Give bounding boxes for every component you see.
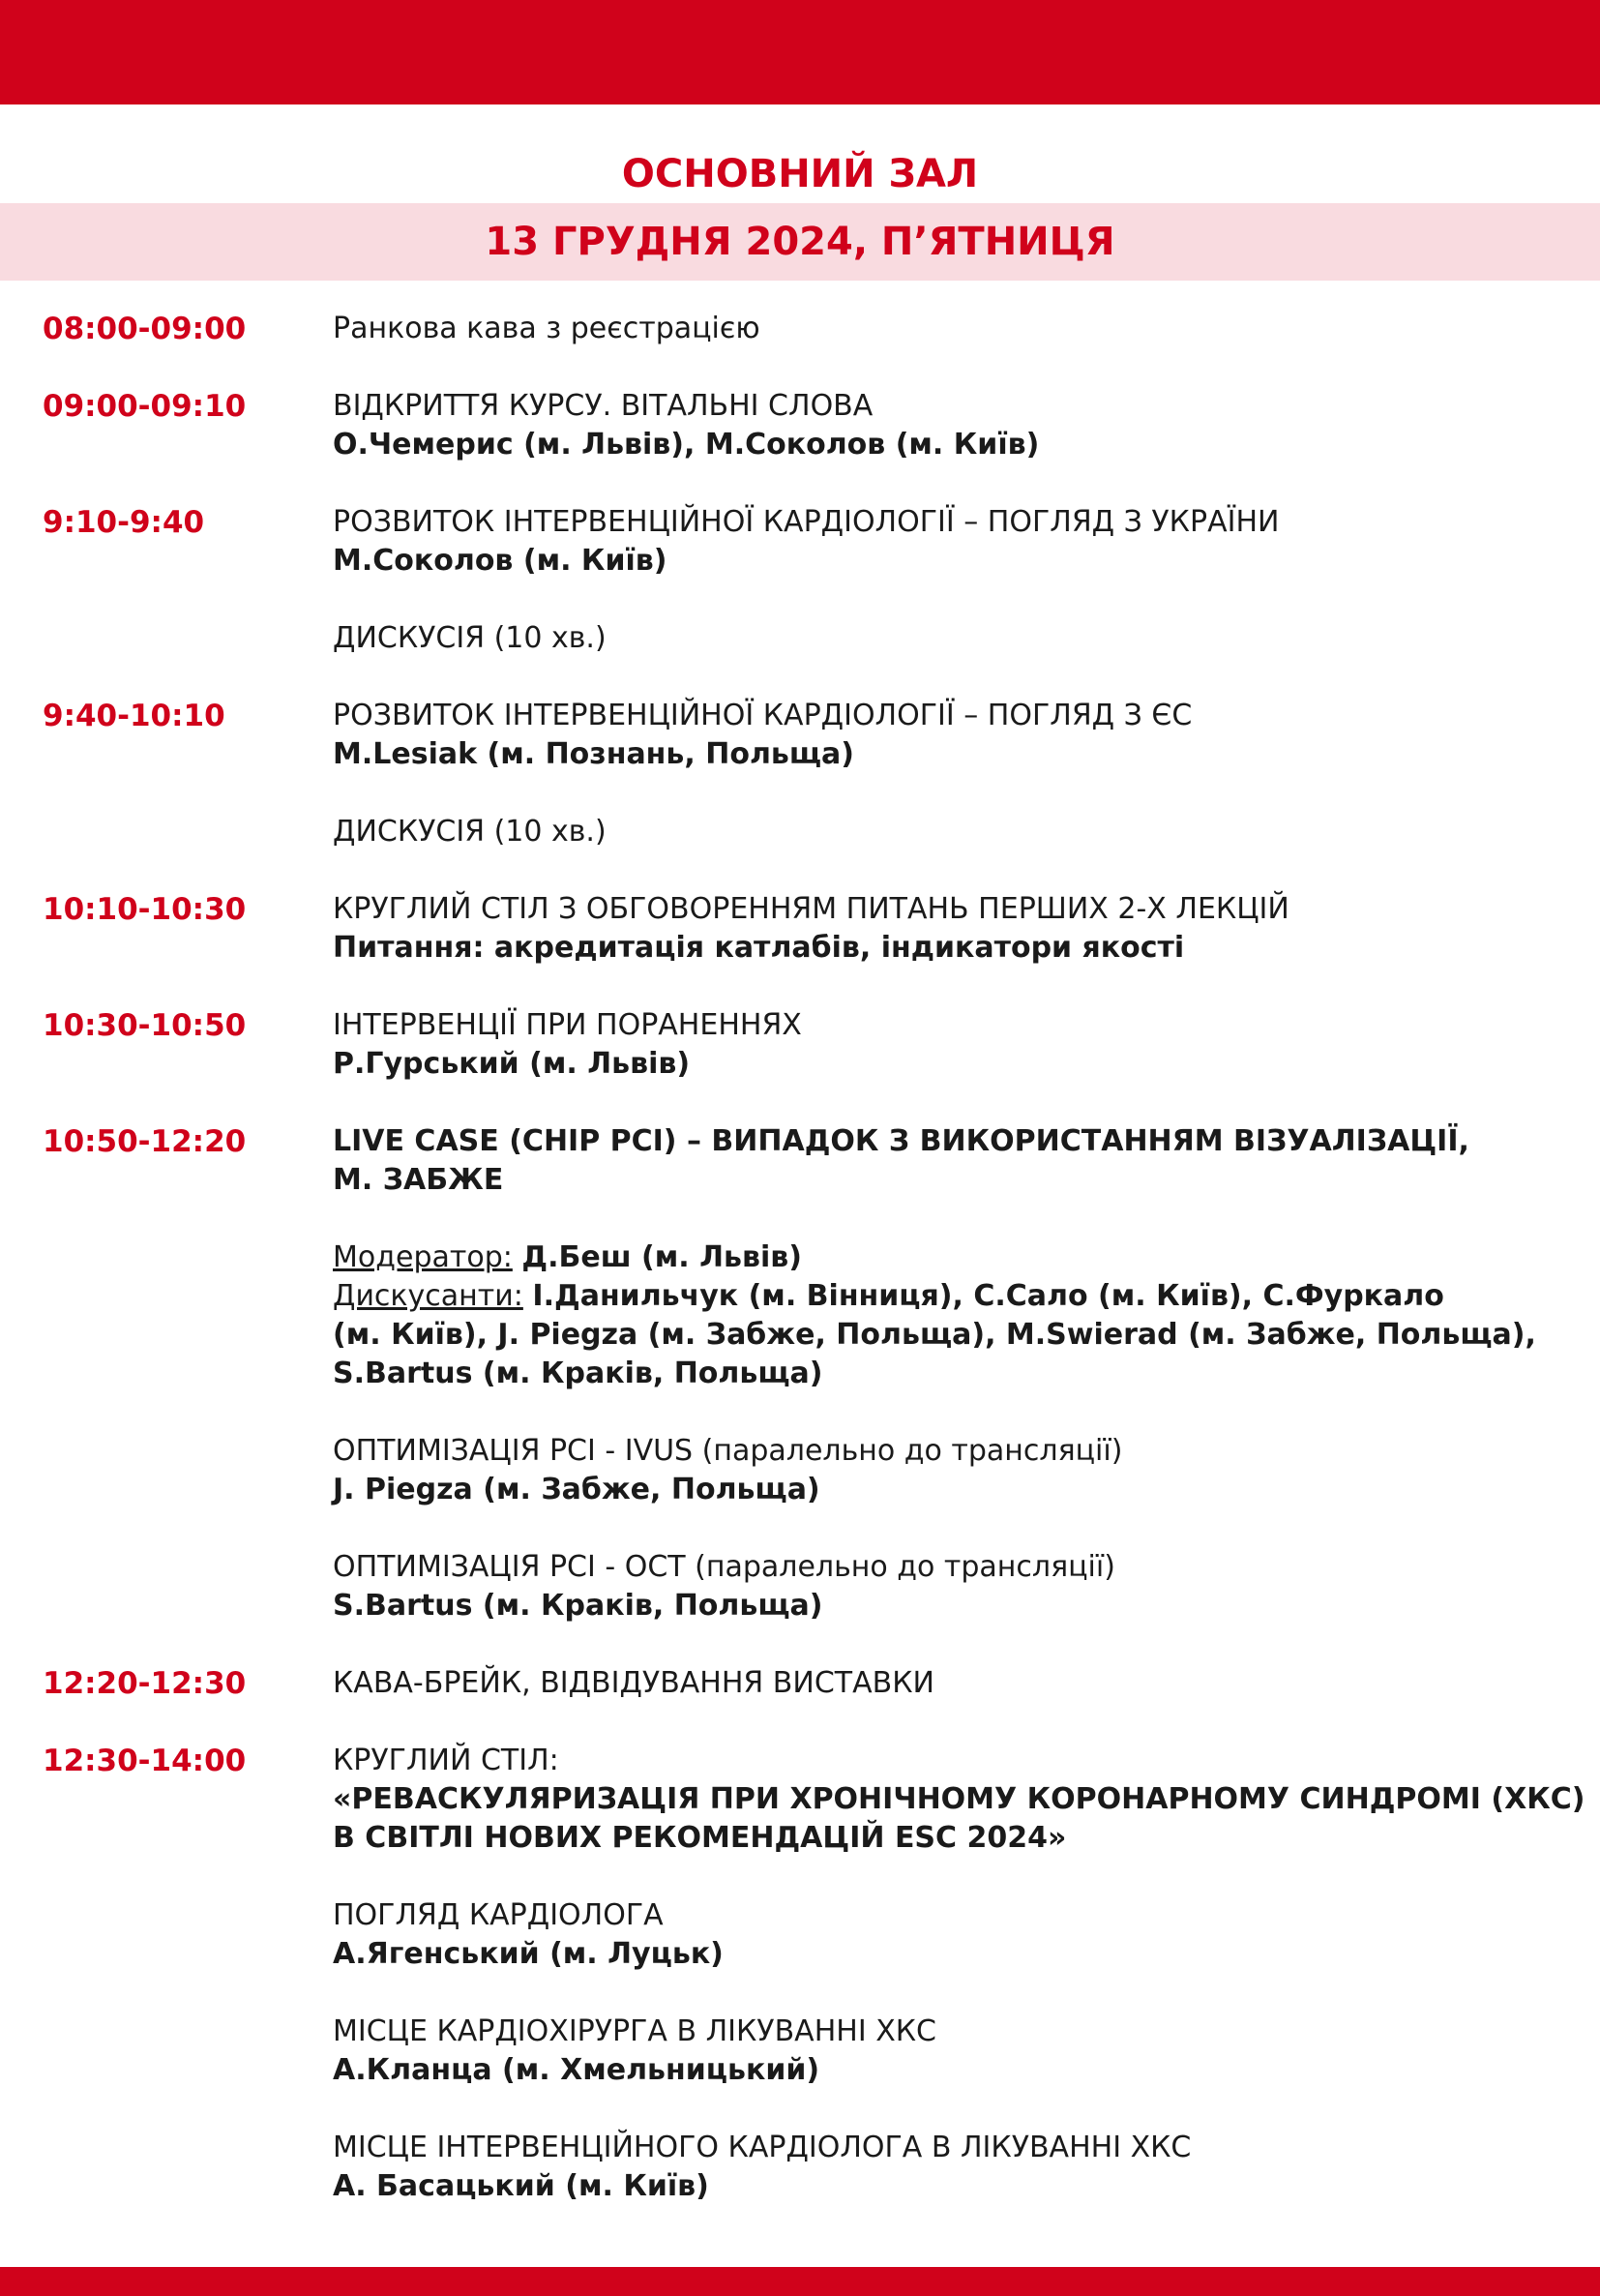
session-time: 9:10-9:40 [43,505,205,540]
subtalk-speakers: А.Кланца (м. Хмельницький) [333,2053,820,2087]
discussants-names: (м. Київ), J. Piegza (м. Забже, Польща), M.Swierad (м. Забже, Польща), [333,1318,1536,1352]
subtalk-speakers: А. Басацький (м. Київ) [333,2169,709,2203]
session-title: РОЗВИТОК ІНТЕРВЕНЦІЙНОЇ КАРДІОЛОГІЇ – ПОГЛЯД З УКРАЇНИ [333,505,1280,539]
subtalk-speakers: S.Bartus (м. Краків, Польща) [333,1589,823,1623]
bottom-red-bar [0,2267,1600,2296]
session-title: ІНТЕРВЕНЦІЇ ПРИ ПОРАНЕННЯХ [333,1008,802,1042]
session-title: LIVE CASE (CHIP PCI) – ВИПАДОК З ВИКОРИСТАННЯМ ВІЗУАЛІЗАЦІЇ, [333,1124,1469,1158]
hall-title: ОСНОВНИЙ ЗАЛ [621,152,979,196]
session-title: КРУГЛИЙ СТІЛ З ОБГОВОРЕННЯМ ПИТАНЬ ПЕРШИХ 2-Х ЛЕКЦІЙ [333,892,1289,926]
moderator-name: Д.Беш (м. Львів) [521,1240,802,1274]
discussants-label: Дискусанти: [333,1279,523,1313]
discussion-note: ДИСКУСІЯ (10 хв.) [333,815,607,849]
session-time: 9:40-10:10 [43,699,225,733]
session-speakers: Р.Гурський (м. Львів) [333,1047,691,1081]
session-time: 10:30-10:50 [43,1008,247,1043]
subtalk-speakers: J. Piegza (м. Забже, Польща) [333,1473,820,1506]
subtalk-title: ОПТИМІЗАЦІЯ PCI - OCT (паралельно до трансляції) [333,1550,1115,1584]
moderator-line [333,1238,802,1277]
session-speakers: О.Чемерис (м. Львів), М.Соколов (м. Київ) [333,428,1040,462]
date-title: 13 ГРУДНЯ 2024, П’ЯТНИЦЯ [485,220,1115,264]
moderator-label: Модератор: [333,1240,513,1274]
session-time: 12:30-14:00 [43,1744,247,1778]
discussion-note: ДИСКУСІЯ (10 хв.) [333,621,607,655]
session-title: КАВА-БРЕЙК, ВІДВІДУВАННЯ ВИСТАВКИ [333,1666,934,1700]
session-time: 10:50-12:20 [43,1124,247,1159]
session-speakers: М.Соколов (м. Київ) [333,544,667,578]
subtalk-title: МІСЦЕ ІНТЕРВЕНЦІЙНОГО КАРДІОЛОГА В ЛІКУВАННІ ХКС [333,2131,1192,2164]
session-time: 12:20-12:30 [43,1666,247,1701]
discussants-line [333,1277,1444,1316]
session-title: ВІДКРИТТЯ КУРСУ. ВІТАЛЬНІ СЛОВА [333,389,874,423]
session-title: КРУГЛИЙ СТІЛ: [333,1744,559,1777]
subtalk-title: ОПТИМІЗАЦІЯ PCI - IVUS (паралельно до трансляції) [333,1434,1123,1468]
session-speakers: M.Lesiak (м. Познань, Польща) [333,737,855,771]
roundtable-topic: В СВІТЛІ НОВИХ РЕКОМЕНДАЦІЙ ESC 2024» [333,1821,1067,1855]
session-title: Ранкова кава з реєстрацією [333,312,760,345]
session-time: 09:00-09:10 [43,389,247,424]
session-time: 10:10-10:30 [43,892,247,927]
subtalk-speakers: А.Ягенський (м. Луцьк) [333,1937,724,1971]
top-red-bar [0,0,1600,104]
subtalk-title: ПОГЛЯД КАРДІОЛОГА [333,1898,664,1932]
session-title: М. ЗАБЖЕ [333,1163,504,1197]
session-speakers: Питання: акредитація катлабів, індикатори якості [333,931,1185,965]
discussants-names: S.Bartus (м. Краків, Польща) [333,1357,823,1390]
subtalk-title: МІСЦЕ КАРДІОХІРУРГА В ЛІКУВАННІ ХКС [333,2014,936,2048]
session-time: 08:00-09:00 [43,312,247,346]
discussants-names: І.Данильчук (м. Вінниця), С.Сало (м. Київ), С.Фуркало [532,1279,1444,1313]
roundtable-topic: «РЕВАСКУЛЯРИЗАЦІЯ ПРИ ХРОНІЧНОМУ КОРОНАРНОМУ СИНДРОМІ (ХКС) [333,1782,1585,1816]
session-title: РОЗВИТОК ІНТЕРВЕНЦІЙНОЇ КАРДІОЛОГІЇ – ПОГЛЯД З ЄС [333,699,1193,732]
